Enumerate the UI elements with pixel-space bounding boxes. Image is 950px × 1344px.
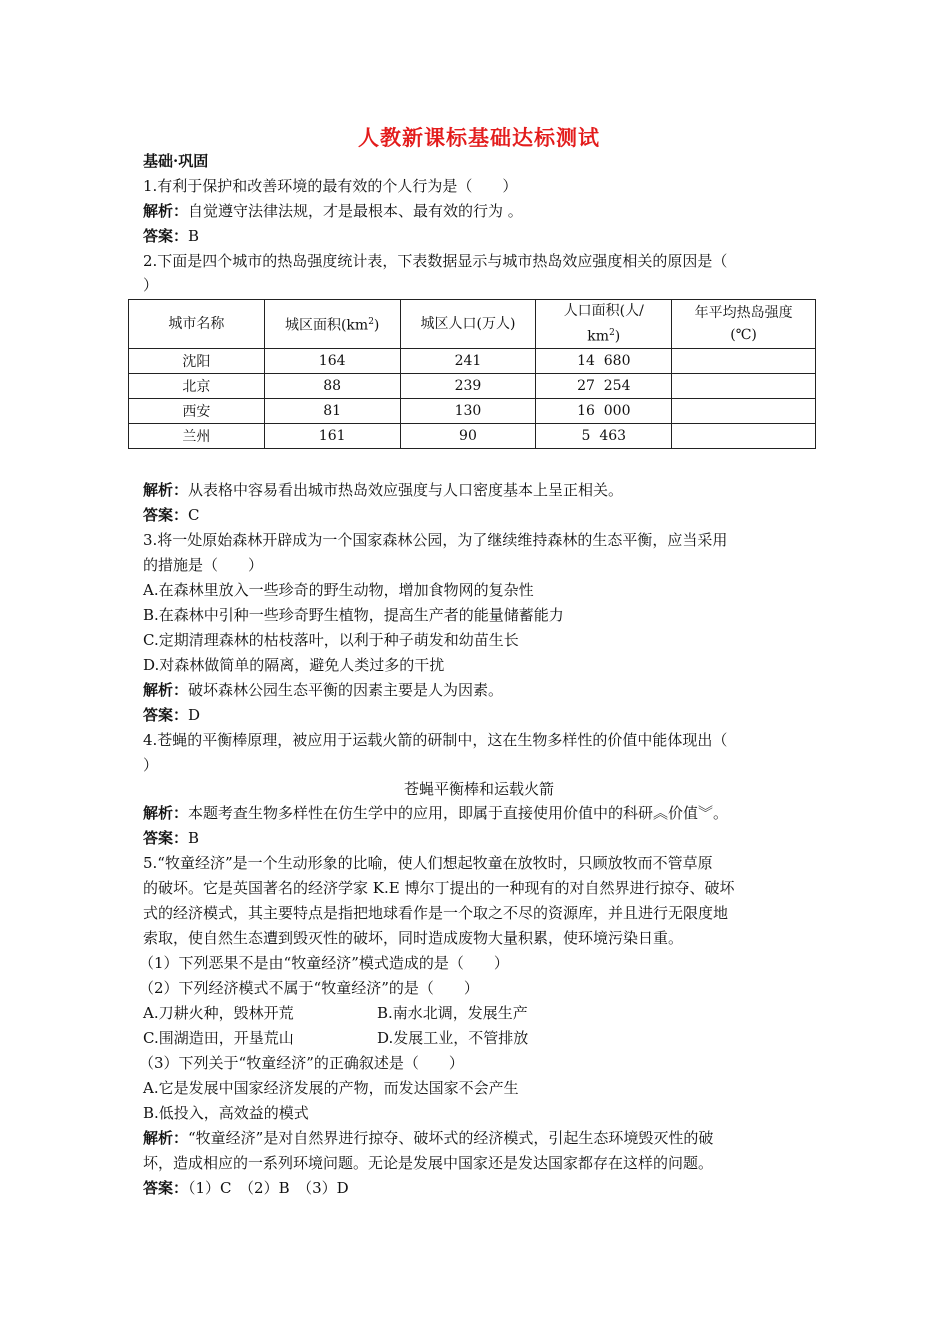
table-cell: 兰州: [129, 424, 265, 449]
table-cell: 14 680: [536, 349, 672, 374]
table-cell: 161: [264, 424, 400, 449]
q2-stem-cont: ）: [143, 276, 159, 294]
q5-sub3-option-b: B.低投入，高效益的模式: [143, 1104, 309, 1122]
q5-sub3-option-a: A.它是发展中国家经济发展的产物，而发达国家不会产生: [143, 1079, 519, 1097]
section-heading: 基础·巩固: [143, 152, 209, 170]
table-cell: 130: [400, 399, 536, 424]
q1-analysis: 解析：自觉遵守法律法规，才是最根本、最有效的行为 。: [143, 202, 523, 220]
figure-caption: 苍蝇平衡棒和运载火箭: [403, 780, 554, 798]
q5-option-a: A.刀耕火种，毁林开荒: [143, 1004, 294, 1022]
q3-answer: 答案：D: [143, 706, 201, 724]
table-header-row: [129, 300, 816, 349]
table-cell: [672, 399, 816, 424]
q5-paragraph-line: 的破坏。它是英国著名的经济学家 K.E 博尔丁提出的一种现有的对自然界进行掠夺、破坏: [143, 879, 735, 897]
table-row: [129, 399, 816, 424]
q5-option-c: C.围湖造田，开垦荒山: [143, 1029, 294, 1047]
table-cell: 27 254: [536, 374, 672, 399]
q5-paragraph-line: 式的经济模式，其主要特点是指把地球看作是一个取之不尽的资源库，并且进行无限度地: [143, 904, 729, 922]
table-cell: [672, 349, 816, 374]
table-cell: 沈阳: [129, 349, 265, 374]
q5-paragraph-line: 5.“牧童经济”是一个生动形象的比喻，使人们想起牧童在放牧时，只顾放牧而不管草原: [143, 854, 713, 872]
table-cell: 164: [264, 349, 400, 374]
table-row: [129, 349, 816, 374]
table-cell: 北京: [129, 374, 265, 399]
q5-analysis: 解析：“牧童经济”是对自然界进行掠夺、破坏式的经济模式，引起生态环境毁灭性的破: [143, 1129, 714, 1147]
table-cell: [672, 424, 816, 449]
q5-option-b: B.南水北调，发展生产: [377, 1004, 528, 1022]
table-row: [129, 374, 816, 399]
document-title: 人教新课标基础达标测试: [358, 125, 600, 150]
table-cell: 西安: [129, 399, 265, 424]
q3-stem-cont: 的措施是（ ）: [143, 556, 264, 574]
q3-analysis: 解析：破坏森林公园生态平衡的因素主要是人为因素。: [143, 681, 504, 699]
table-row: [129, 424, 816, 449]
q5-sub2: （2）下列经济模式不属于“牧童经济”的是（ ）: [139, 979, 479, 997]
q3-option-c: C.定期清理森林的枯枝落叶，以利于种子萌发和幼苗生长: [143, 631, 519, 649]
table-cell: 90: [400, 424, 536, 449]
q1-stem: 1.有利于保护和改善环境的最有效的个人行为是（ ）: [143, 177, 518, 195]
table-cell: 88: [264, 374, 400, 399]
q3-stem: 3.将一处原始森林开辟成为一个国家森林公园，为了继续维持森林的生态平衡，应当采用: [143, 531, 728, 549]
table-header-cell: 城区面积$(km^2)$: [264, 300, 400, 349]
q4-stem: 4.苍蝇的平衡棒原理，被应用于运载火箭的研制中，这在生物多样性的价值中能体现出（: [143, 731, 728, 749]
q3-option-b: B.在森林中引种一些珍奇野生植物，提高生产者的能量储蓄能力: [143, 606, 564, 624]
q3-option-d: D.对森林做简单的隔离，避免人类过多的干扰: [143, 656, 445, 674]
q4-analysis: 解析：本题考查生物多样性在仿生学中的应用，即属于直接使用价值中的科研︽价值︾。: [143, 804, 729, 822]
q3-option-a: A.在森林里放入一些珍奇的野生动物，增加食物网的复杂性: [143, 581, 534, 599]
q5-paragraph-line: 索取，使自然生态遭到毁灭性的破坏，同时造成废物大量积累，使环境污染日重。: [143, 929, 684, 947]
q4-stem-cont: ）: [143, 756, 159, 774]
table-header-cell: 城区人口(万人): [400, 300, 536, 349]
heat-island-table: [128, 299, 816, 449]
q5-sub1: （1）下列恶果不是由“牧童经济”模式造成的是（ ）: [139, 954, 509, 972]
table-cell: 5 463: [536, 424, 672, 449]
table-header-cell: 人口面积(人/ $km^2$): [536, 300, 672, 349]
table-cell: 16 000: [536, 399, 672, 424]
table-cell: 81: [264, 399, 400, 424]
q5-option-d: D.发展工业，不管排放: [377, 1029, 529, 1047]
q2-answer: 答案：C: [143, 506, 200, 524]
q4-answer: 答案：B: [143, 829, 200, 847]
q5-analysis-cont: 坏，造成相应的一系列环境问题。无论是发展中国家还是发达国家都存在这样的问题。: [143, 1154, 714, 1172]
table-header-cell: 年平均热岛强度 (℃): [672, 300, 816, 349]
q2-stem: 2.下面是四个城市的热岛强度统计表，下表数据显示与城市热岛效应强度相关的原因是（: [143, 252, 728, 270]
table-header-cell: 城市名称: [129, 300, 265, 349]
table-cell: 239: [400, 374, 536, 399]
q2-analysis: 解析：从表格中容易看出城市热岛效应强度与人口密度基本上呈正相关。: [143, 481, 624, 499]
table-cell: [672, 374, 816, 399]
q1-answer: 答案：B: [143, 227, 200, 245]
q5-answer: 答案：（1）C （2）B （3）D: [143, 1179, 349, 1197]
table-cell: 241: [400, 349, 536, 374]
q5-sub3: （3）下列关于“牧童经济”的正确叙述是（ ）: [139, 1054, 464, 1072]
